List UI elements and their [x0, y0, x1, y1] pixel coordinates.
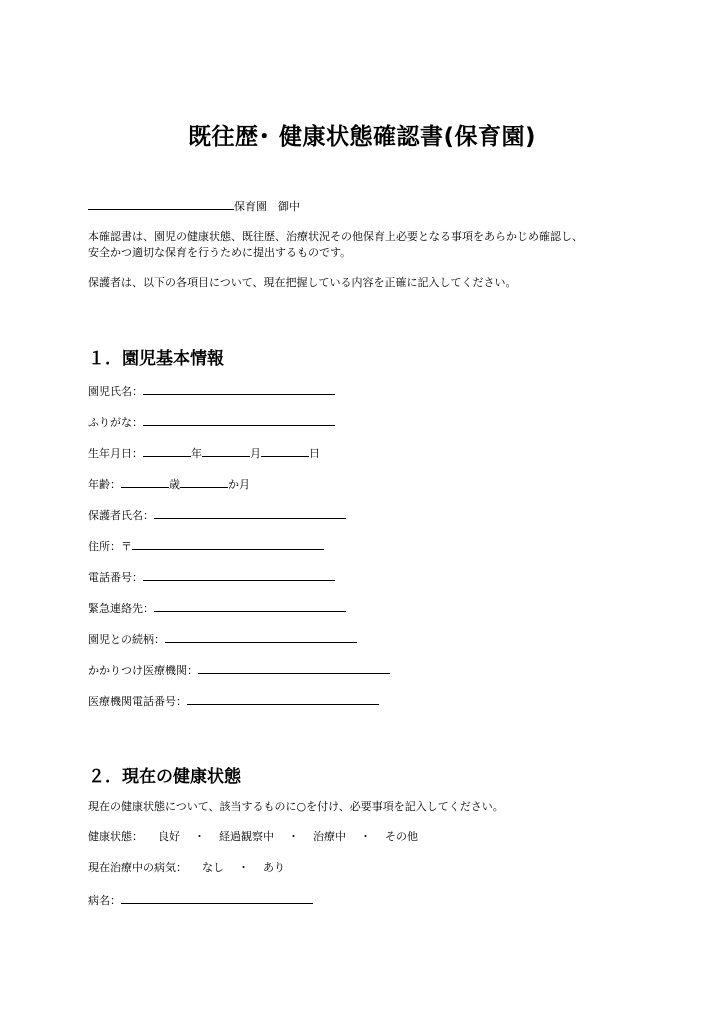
year-label: 年 [191, 447, 202, 460]
instruction-text: 保護者は、以下の各項目について、現在把握している内容を正確に記入してください。 [88, 276, 517, 289]
document-title: 既往歴･ 健康状態確認書(保育園) [187, 124, 537, 150]
child-name-blank[interactable] [143, 383, 335, 395]
child-name-label: 園児氏名： [88, 385, 143, 398]
health-status-row [88, 830, 418, 844]
address-label: 住所：〒 [88, 540, 132, 553]
birthdate-row [88, 445, 320, 461]
nursery-name-blank[interactable] [88, 198, 234, 210]
age-row [88, 476, 250, 492]
age-years-blank[interactable] [121, 476, 169, 488]
month-label: 月 [250, 447, 261, 460]
furigana-label: ふりがな： [88, 416, 143, 429]
emergency-blank[interactable] [154, 600, 346, 612]
age-months-blank[interactable] [180, 476, 228, 488]
guardian-name-row [88, 507, 346, 523]
phone-blank[interactable] [143, 569, 335, 581]
clinic-phone-blank[interactable] [187, 693, 379, 705]
guardian-name-blank[interactable] [154, 507, 346, 519]
phone-label: 電話番号： [88, 571, 143, 584]
addressee-suffix: 保育園 御中 [234, 200, 300, 213]
emergency-label: 緊急連絡先： [88, 602, 154, 615]
treatment-label: 現在治療中の病気： [88, 861, 187, 874]
clinic-row [88, 662, 390, 678]
separator-dot: ・ [288, 830, 299, 843]
section2-heading: ２．現在の健康状態 [88, 767, 241, 787]
birthdate-label: 生年月日： [88, 447, 143, 460]
day-label: 日 [309, 447, 320, 460]
disease-blank[interactable] [121, 892, 313, 904]
guardian-name-label: 保護者氏名： [88, 509, 154, 522]
treatment-row [88, 861, 285, 875]
intro-line-2: 安全かつ適切な保育を行うために提出するものです。 [88, 246, 352, 259]
separator-dot: ・ [238, 861, 249, 874]
clinic-label: かかりつけ医療機関： [88, 664, 198, 677]
furigana-row [88, 414, 335, 430]
section2-instruction: 現在の健康状態について、該当するものに○を付け、必要事項を記入してください。 [88, 800, 504, 813]
disease-row [88, 892, 313, 908]
furigana-blank[interactable] [143, 414, 335, 426]
health-option-good[interactable]: 良好 [158, 830, 180, 843]
health-option-observation[interactable]: 経過観察中 [219, 830, 274, 843]
birth-day-blank[interactable] [261, 445, 309, 457]
separator-dot: ・ [194, 830, 205, 843]
health-status-label: 健康状態： [88, 830, 143, 843]
health-option-treatment[interactable]: 治療中 [313, 830, 346, 843]
address-row [88, 538, 324, 554]
clinic-phone-label: 医療機関電話番号： [88, 695, 187, 708]
intro-paragraph [88, 229, 583, 261]
age-label: 年齢： [88, 478, 121, 491]
age-years-label: 歳 [169, 478, 180, 491]
relation-label: 園児との続柄： [88, 633, 165, 646]
phone-row [88, 569, 335, 585]
address-blank[interactable] [132, 538, 324, 550]
section1-heading: １．園児基本情報 [88, 349, 224, 369]
emergency-row [88, 600, 346, 616]
clinic-blank[interactable] [198, 662, 390, 674]
addressee-line [88, 198, 300, 214]
age-months-label: か月 [228, 478, 250, 491]
relation-row [88, 631, 357, 647]
health-option-other[interactable]: その他 [385, 830, 418, 843]
birth-year-blank[interactable] [143, 445, 191, 457]
separator-dot: ・ [360, 830, 371, 843]
clinic-phone-row [88, 693, 379, 709]
treatment-option-none[interactable]: なし [202, 861, 224, 874]
birth-month-blank[interactable] [202, 445, 250, 457]
child-name-row [88, 383, 335, 399]
relation-blank[interactable] [165, 631, 357, 643]
intro-line-1: 本確認書は、園児の健康状態、既往歴、治療状況その他保育上必要となる事項をあらかじめ確認し、 [88, 230, 583, 243]
disease-label: 病名： [88, 894, 121, 907]
treatment-option-yes[interactable]: あり [263, 861, 285, 874]
